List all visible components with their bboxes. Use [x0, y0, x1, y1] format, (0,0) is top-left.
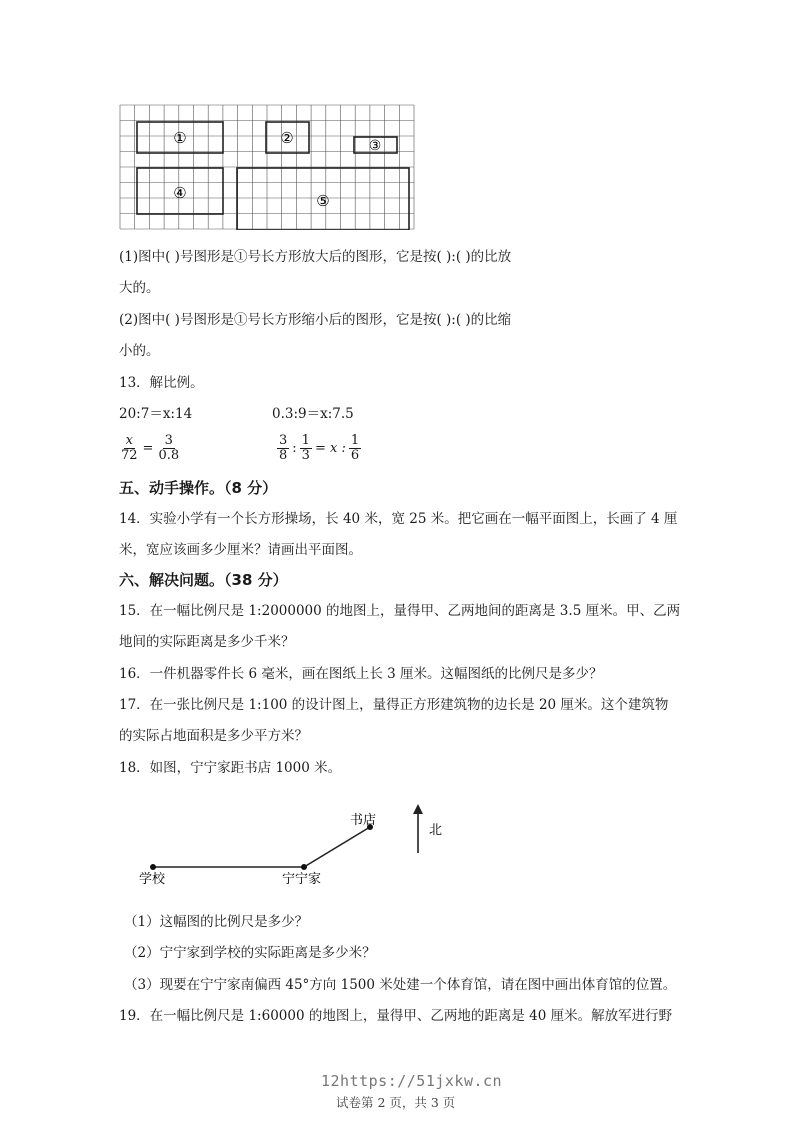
q13-equation-2: 0.3:9＝x:7.5	[272, 406, 354, 422]
bookstore-label: 书店	[350, 813, 377, 828]
section-5-title: 五、动手操作。（8 分）	[119, 479, 278, 497]
q13-equation-1: 20:7＝x:14	[119, 406, 193, 422]
school-point	[150, 864, 156, 870]
label-4: ④	[173, 184, 187, 202]
school-label: 学校	[139, 872, 166, 887]
q19-line1: 19．在一幅比例尺是 1:60000 的地图上，量得甲、乙两地的距离是 40 厘米。解放军进行野	[119, 1008, 673, 1024]
watermark-text: 12https://51jxkw.cn	[321, 1072, 503, 1090]
label-1: ①	[173, 129, 187, 147]
q12-part1-line2: 大的。	[119, 280, 160, 296]
home-bookstore-line	[304, 827, 370, 867]
equals-sign: =	[142, 441, 154, 456]
fraction-1-6: $\frac{1}{6}$	[350, 433, 360, 463]
q12-part2-line1: (2)图中( )号图形是①号长方形缩小后的图形，它是按( ):( )的比缩	[119, 312, 512, 328]
q13-equation-3	[119, 434, 181, 463]
q17-line2: 的实际占地面积是多少平方米？	[119, 728, 308, 744]
q14-line1: 14．实验小学有一个长方形操场，长 40 米，宽 25 米。把它画在一幅平面图上，长画了 4 厘	[119, 511, 678, 527]
q15-line2: 地间的实际距离是多少千米？	[119, 634, 295, 650]
q13-title: 13．解比例。	[119, 375, 204, 391]
q16-line1: 16．一件机器零件长 6 毫米，画在图纸上长 3 厘米。这幅图纸的比例尺是多少？	[119, 666, 603, 682]
north-arrowhead-icon	[413, 804, 423, 814]
q18-map	[130, 800, 460, 895]
equals-x: = x :	[314, 441, 346, 456]
section-6-title: 六、解决问题。（38 分）	[119, 571, 288, 589]
north-label: 北	[429, 823, 443, 838]
label-3: ③	[368, 138, 382, 154]
grid-figure	[119, 104, 415, 230]
grid-lines	[120, 105, 414, 229]
colon: :	[292, 441, 297, 456]
page-footer: 试卷第 2 页，共 3 页	[336, 1095, 456, 1110]
fraction-x-72: $\frac{x}{72}$	[121, 433, 138, 463]
q18-sub1: （1）这幅图的比例尺是多少？	[124, 914, 309, 930]
fraction-3-8: $\frac{3}{8}$	[279, 433, 288, 463]
fraction-1-3: $\frac{1}{3}$	[301, 433, 310, 463]
q15-line1: 15．在一幅比例尺是 1:2000000 的地图上，量得甲、乙两地间的距离是 3.5 厘米。甲、乙两	[119, 603, 681, 619]
q18-sub3: （3）现要在宁宁家南偏西 45°方向 1500 米处建一个体育馆，请在图中画出体育馆的位置。	[124, 977, 677, 993]
q14-line2: 米，宽应该画多少厘米？请画出平面图。	[119, 542, 362, 558]
label-2: ②	[280, 129, 294, 147]
q12-part1-line1: (1)图中( )号图形是①号长方形放大后的图形，它是按( ):( )的比放	[119, 249, 512, 265]
q17-line1: 17．在一张比例尺是 1:100 的设计图上，量得正方形建筑物的边长是 20 厘米。这个建筑物	[119, 697, 669, 713]
home-point	[301, 864, 307, 870]
q18-sub2: （2）宁宁家到学校的实际距离是多少米？	[124, 945, 376, 961]
q13-equation-4	[277, 434, 361, 463]
home-label: 宁宁家	[282, 872, 322, 887]
q18-title: 18．如图，宁宁家距书店 1000 米。	[119, 760, 342, 776]
q12-part2-line2: 小的。	[119, 343, 160, 359]
label-5: ⑤	[316, 192, 330, 210]
fraction-3-0.8: $\frac{3}{0.8}$	[158, 433, 180, 463]
